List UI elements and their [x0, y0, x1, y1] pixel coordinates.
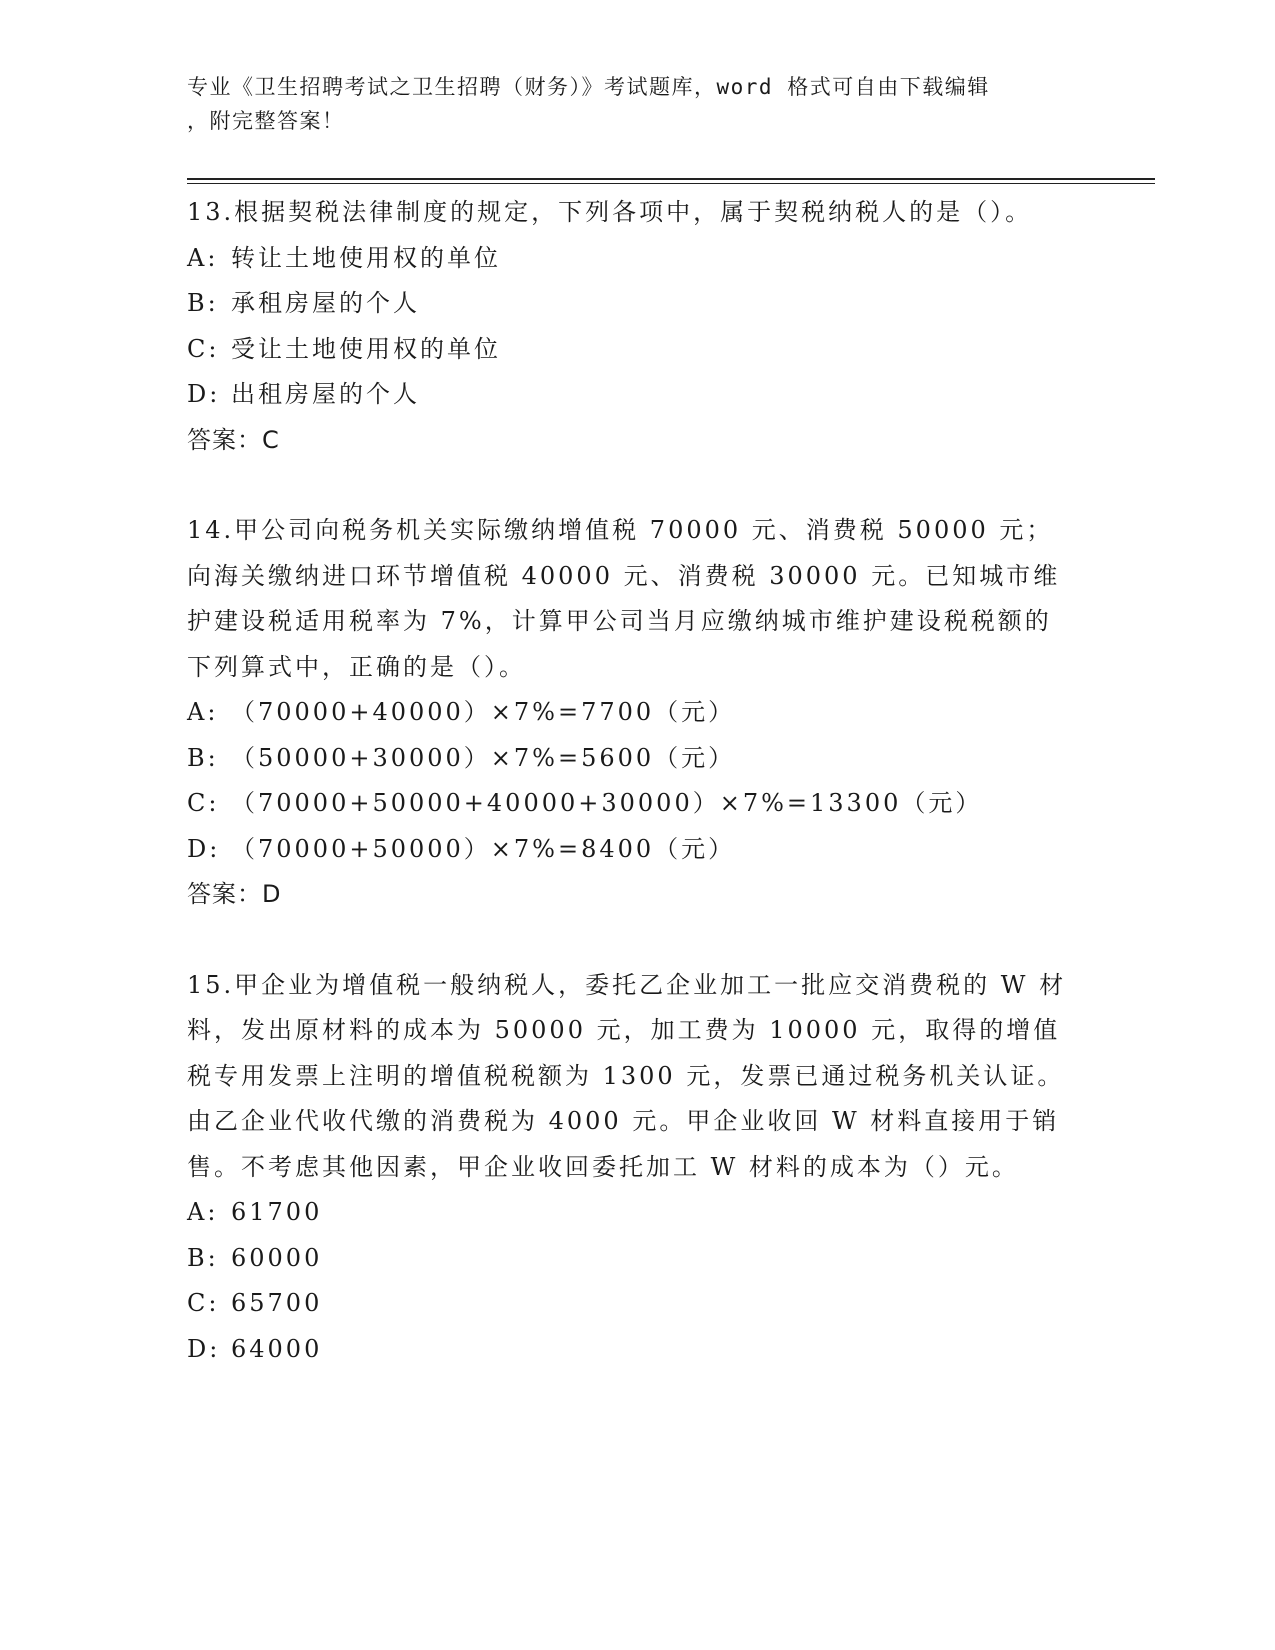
question-14 [187, 508, 1077, 918]
question-15 [187, 963, 1077, 1373]
option-letter: A: [187, 1198, 219, 1226]
spacer [187, 918, 1077, 963]
option-letter: C: [187, 1289, 220, 1317]
option-text: 受让土地使用权的单位 [231, 334, 501, 363]
question-stem: 14.甲公司向税务机关实际缴纳增值税 70000 元、消费税 50000 元；向海关缴纳进口环节增值税 40000 元、消费税 30000 元。已知城市维护建设税适用税率为 7%，计算甲公司当月应缴纳城市维护建设税税额的下列算式中，正确的是（）。 [187, 516, 1061, 681]
option-text: 60000 [231, 1243, 323, 1272]
option-text: （70000+50000+40000+30000）×7%=13300（元） [231, 789, 983, 817]
header-line-2: ，附完整答案！ [187, 109, 345, 133]
option-c [187, 781, 1077, 827]
option-letter: C: [187, 789, 220, 817]
option-letter: D: [187, 380, 221, 408]
question-stem: 15.甲企业为增值税一般纳税人，委托乙企业加工一批应交消费税的 W 材料，发出原材料的成本为 50000 元，加工费为 10000 元，取得的增值税专用发票上注明的增值税税额为 1300 元，发票已通过税务机关认证。由乙企业代收代缴的消费税为 4000 元。甲企业收回 W 材料直接用于销售。不考虑其他因素，甲企业收回委托加工 W 材料的成本为（）元。 [187, 970, 1067, 1181]
option-d [187, 1327, 1077, 1373]
option-text: 承租房屋的个人 [231, 289, 420, 317]
option-text: （50000+30000）×7%=5600（元） [231, 743, 736, 772]
option-c [187, 327, 1077, 373]
option-text: 64000 [231, 1334, 323, 1363]
option-text: 出租房屋的个人 [231, 380, 420, 408]
option-text: 65700 [231, 1289, 323, 1317]
option-d [187, 827, 1077, 873]
option-b [187, 736, 1077, 782]
option-letter: D: [187, 1334, 221, 1363]
answer-line: 答案：D [187, 880, 282, 908]
option-letter: A: [187, 243, 219, 272]
answer-line: 答案：C [187, 425, 280, 454]
option-letter: C: [187, 334, 220, 363]
header-divider [187, 178, 1155, 180]
option-c [187, 1281, 1077, 1327]
option-a [187, 1190, 1077, 1236]
option-a [187, 690, 1077, 736]
option-d [187, 372, 1077, 418]
option-letter: B: [187, 1243, 219, 1272]
header-divider-thin [187, 183, 1155, 184]
option-text: （70000+40000）×7%=7700（元） [231, 698, 736, 726]
question-list [187, 190, 1077, 1372]
question-13 [187, 190, 1077, 463]
page-header [187, 70, 1067, 138]
option-text: （70000+50000）×7%=8400（元） [231, 834, 736, 863]
option-text: 转让土地使用权的单位 [231, 243, 501, 272]
option-letter: D: [187, 834, 221, 863]
option-letter: A: [187, 698, 219, 726]
option-b [187, 281, 1077, 327]
option-b [187, 1236, 1077, 1282]
spacer [187, 463, 1077, 508]
option-letter: B: [187, 289, 219, 317]
question-stem: 13.根据契税法律制度的规定，下列各项中，属于契税纳税人的是（）。 [187, 198, 1033, 226]
option-text: 61700 [231, 1198, 323, 1226]
option-a [187, 236, 1077, 282]
option-letter: B: [187, 743, 219, 772]
header-line-1: 专业《卫生招聘考试之卫生招聘（财务）》考试题库，word 格式可自由下载编辑 [187, 75, 990, 99]
